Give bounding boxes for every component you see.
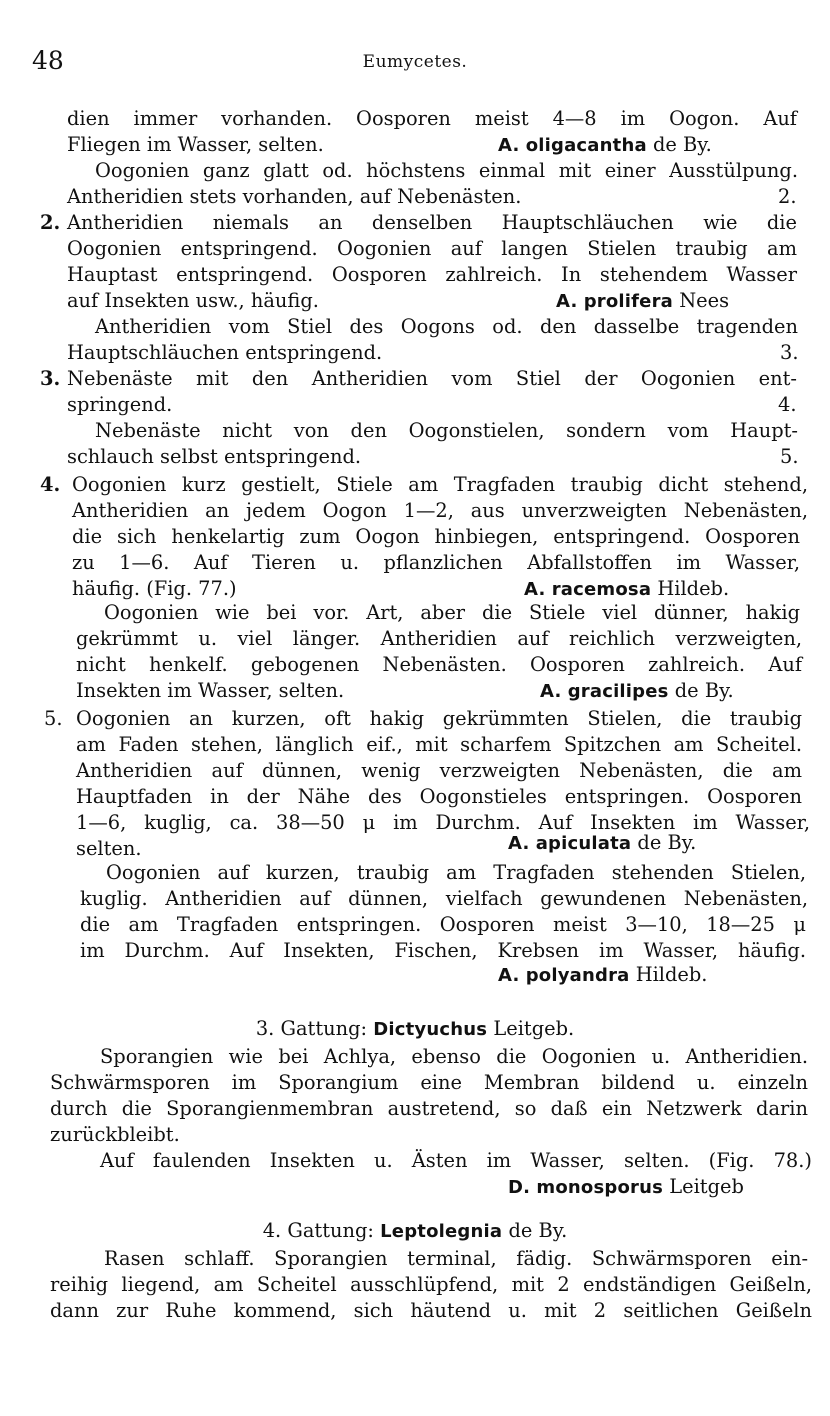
species-line: A. polyandra Hildeb. xyxy=(498,963,708,986)
text-line: Schwärmsporen im Sporangium eine Membran bildend u. einzeln xyxy=(50,1071,808,1094)
text-line: Sporangien wie bei Achlya, ebenso die Oogonien u. Antheridien. xyxy=(100,1045,808,1068)
text-line: Fliegen im Wasser, selten. xyxy=(67,133,324,156)
key-reference: 2. xyxy=(778,185,797,208)
text-line: Antheridien auf dünnen, wenig verzweigten Nebenästen, die am xyxy=(76,759,802,782)
text-line: Hauptfaden in der Nähe des Oogonstieles entspringen. Oosporen xyxy=(76,785,802,808)
text-line: springend. xyxy=(67,393,173,416)
text-line: Nebenäste nicht von den Oogonstielen, sondern vom Haupt- xyxy=(95,419,798,442)
text-line: kuglig. Antheridien auf dünnen, vielfach gewundenen Nebenästen, xyxy=(80,887,808,910)
key-reference: 5. xyxy=(780,445,799,468)
text-line: zu 1—6. Auf Tieren u. pflanzlichen Abfallstoffen im Wasser, xyxy=(72,551,800,574)
text-line: Antheridien niemals an denselben Hauptschläuchen wie die xyxy=(67,211,797,234)
species-line: A. gracilipes de By. xyxy=(540,679,734,702)
key-number: 2. xyxy=(40,211,61,234)
text-line: Insekten im Wasser, selten. xyxy=(76,679,345,702)
key-number: 4. xyxy=(40,473,61,496)
text-line: Oogonien an kurzen, oft hakig gekrümmten Stielen, die traubig xyxy=(76,707,802,730)
text-line: am Faden stehen, länglich eif., mit scharfem Spitzchen am Scheitel. xyxy=(76,733,802,756)
text-line: Antheridien stets vorhanden, auf Nebenästen. xyxy=(67,185,522,208)
species-line: A. racemosa Hildeb. xyxy=(524,577,730,600)
text-line: nicht henkelf. gebogenen Nebenästen. Oosporen zahlreich. Auf xyxy=(76,653,802,676)
text-line: im Durchm. Auf Insekten, Fischen, Krebsen im Wasser, häufig. xyxy=(80,939,806,962)
text-line: dann zur Ruhe kommend, sich häutend u. mit 2 seitlichen Geißeln xyxy=(50,1299,812,1322)
key-reference: 3. xyxy=(780,341,799,364)
species-line: A. oligacantha de By. xyxy=(498,133,712,156)
text-line: die am Tragfaden entspringen. Oosporen meist 3—10, 18—25 μ xyxy=(80,913,806,936)
text-line: zurückbleibt. xyxy=(50,1123,180,1146)
page-number: 48 xyxy=(32,46,64,75)
text-line: dien immer vorhanden. Oosporen meist 4—8 im Oogon. Auf xyxy=(67,107,797,130)
text-line: schlauch selbst entspringend. xyxy=(67,445,362,468)
text-line: durch die Sporangienmembran austretend, so daß ein Netzwerk darin xyxy=(50,1097,808,1120)
key-number: 5. xyxy=(44,707,63,730)
text-line: reihig liegend, am Scheitel ausschlüpfend, mit 2 endständigen Geißeln, xyxy=(50,1273,812,1296)
text-line: Hauptschläuchen entspringend. xyxy=(67,341,383,364)
text-line: Nebenäste mit den Antheridien vom Stiel der Oogonien ent- xyxy=(67,367,797,390)
text-line: Rasen schlaff. Sporangien terminal, fädig. Schwärmsporen ein- xyxy=(104,1247,808,1270)
text-line: häufig. (Fig. 77.) xyxy=(72,577,237,600)
text-line: Oogonien auf kurzen, traubig am Tragfaden stehenden Stielen, xyxy=(106,861,806,884)
text-line: Auf faulenden Insekten u. Ästen im Wasser, selten. (Fig. 78.) xyxy=(100,1149,812,1172)
genus-heading: 4. Gattung: Leptolegnia de By. xyxy=(262,1219,568,1242)
key-number: 3. xyxy=(40,367,61,390)
species-line: A. prolifera Nees xyxy=(556,289,730,312)
text-line: selten. xyxy=(76,837,142,860)
key-reference: 4. xyxy=(778,393,797,416)
species-line: A. apiculata de By. xyxy=(508,831,697,854)
text-line: die sich henkelartig zum Oogon hinbiegen, entspringend. Oosporen xyxy=(72,525,800,548)
running-header: Eumycetes. xyxy=(362,52,468,72)
text-line: auf Insekten usw., häufig. xyxy=(67,289,319,312)
text-line: 1—6, kuglig, ca. 38—50 μ im Durchm. Auf Insekten im Wasser, xyxy=(76,811,810,834)
text-line: Oogonien kurz gestielt, Stiele am Tragfaden traubig dicht stehend, xyxy=(72,473,808,496)
genus-heading: 3. Gattung: Dictyuchus Leitgeb. xyxy=(255,1017,575,1040)
text-line: Oogonien ganz glatt od. höchstens einmal mit einer Ausstülpung. xyxy=(95,159,798,182)
text-line: Antheridien vom Stiel des Oogons od. den dasselbe tragenden xyxy=(95,315,798,338)
species-line: D. monosporus Leitgeb xyxy=(508,1175,744,1198)
text-line: gekrümmt u. viel länger. Antheridien auf reichlich verzweigten, xyxy=(76,627,802,650)
text-line: Oogonien wie bei vor. Art, aber die Stiele viel dünner, hakig xyxy=(104,601,800,624)
text-line: Antheridien an jedem Oogon 1—2, aus unverzweigten Nebenästen, xyxy=(72,499,808,522)
text-line: Hauptast entspringend. Oosporen zahlreich. In stehendem Wasser xyxy=(67,263,797,286)
text-line: Oogonien entspringend. Oogonien auf langen Stielen traubig am xyxy=(67,237,797,260)
